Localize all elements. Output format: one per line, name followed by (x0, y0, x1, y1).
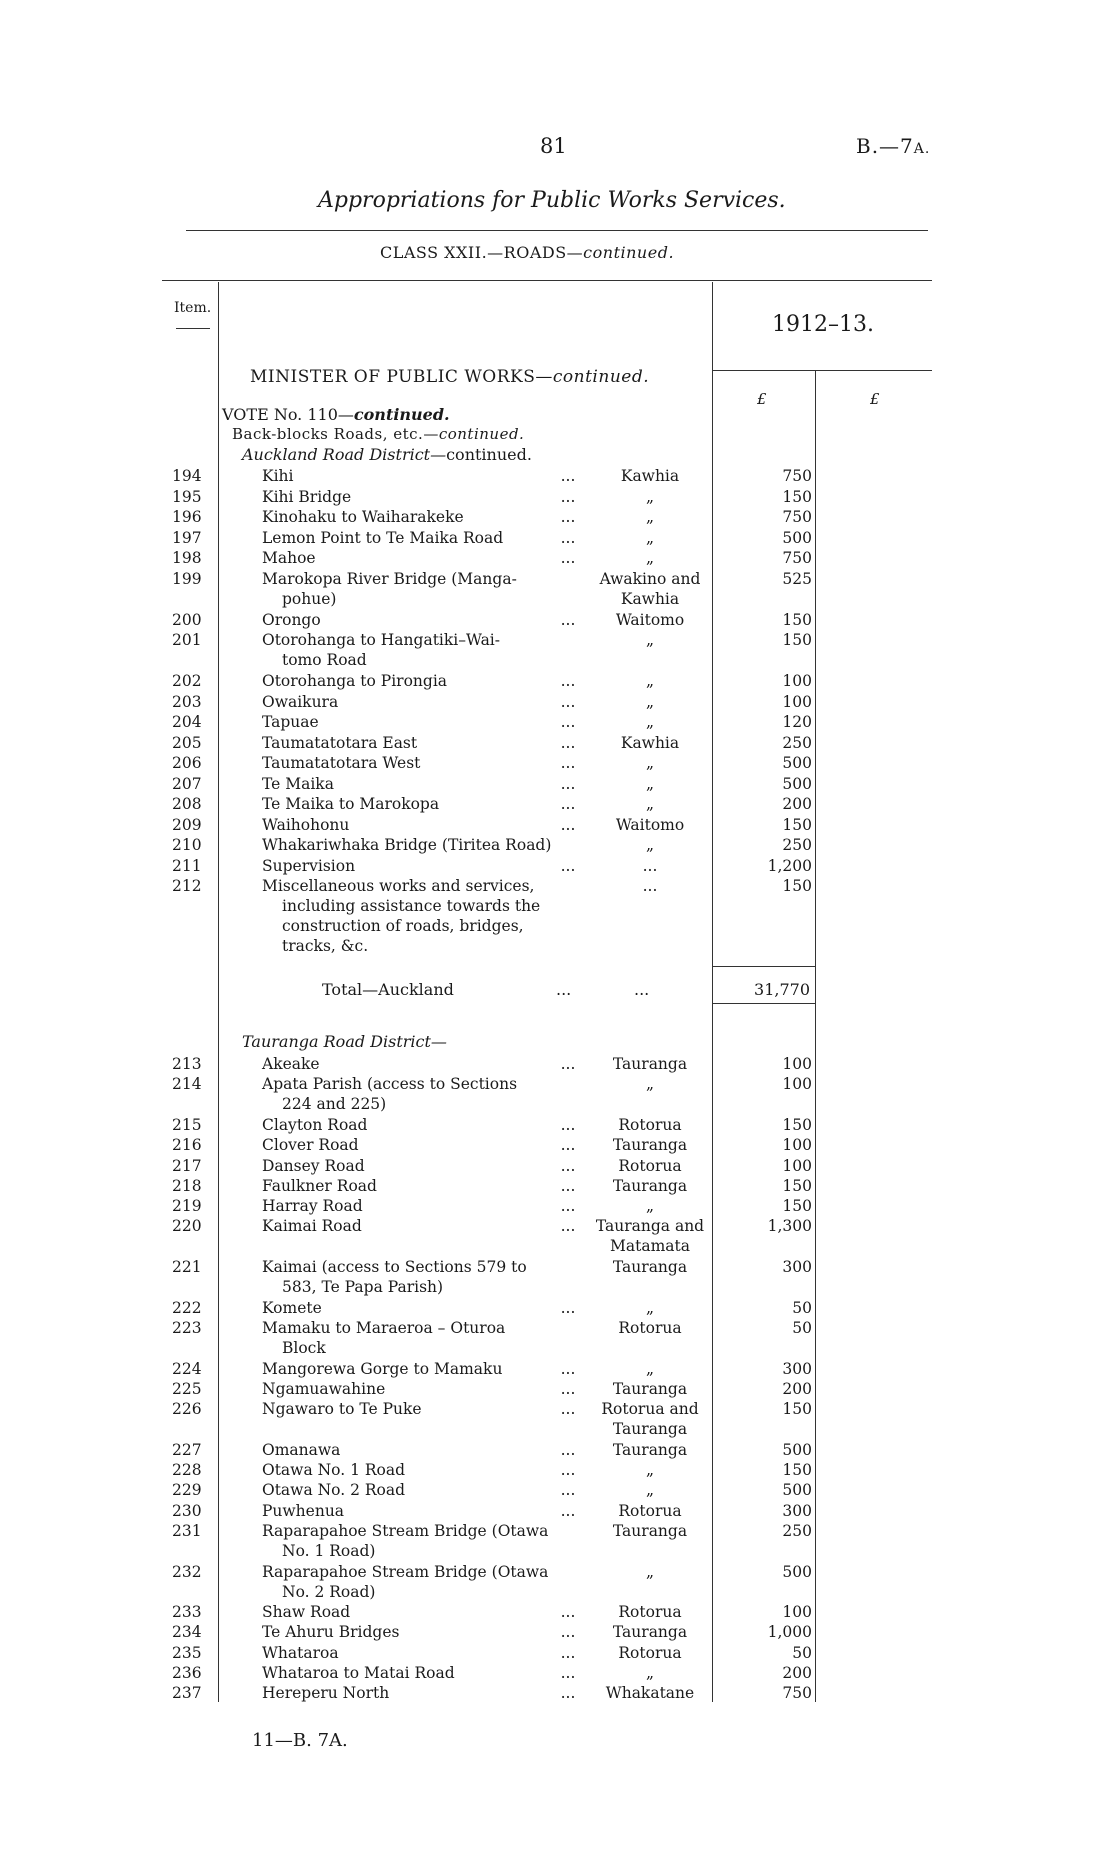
item-number: 202 (172, 672, 202, 690)
leader-dots: ... (560, 672, 576, 690)
item-name: Otorohanga to Hangatiki–Wai- tomo Road (262, 630, 582, 670)
leader-dots: ... (560, 692, 576, 711)
item-amount: 150 (782, 610, 812, 629)
leader-dots: ... (560, 1197, 576, 1216)
item-county: Tauranga (612, 1379, 688, 1398)
item-amount: 150 (782, 487, 812, 506)
item-name-continuation: 583, Te Papa Parish) (282, 1278, 444, 1296)
item-county: Tauranga (612, 1055, 688, 1073)
item-number: 224 (172, 1359, 202, 1378)
total-label: Total—Auckland (322, 980, 454, 999)
item-county: „ (645, 774, 655, 793)
item-county: „ (645, 1664, 655, 1682)
item-number: 210 (172, 836, 202, 854)
item-name: Kihi (262, 467, 294, 485)
item-number: 217 (172, 1156, 202, 1175)
item-name: Miscellaneous works and services, including assistance towards the construction of roads, bridges, tracks, &c. (262, 876, 582, 956)
total-rule-bottom (712, 1003, 815, 1004)
item-amount: 500 (782, 1481, 812, 1500)
item-name: Omanawa (262, 1440, 341, 1459)
item-name: Orongo (262, 610, 321, 629)
document-reference (856, 134, 930, 158)
item-county: Rotorua (618, 1115, 682, 1134)
item-name: Waihohonu (262, 815, 350, 834)
tauranga-district-heading: Tauranga Road District— (242, 1032, 447, 1051)
item-name: Kinohaku to Waiharakeke (262, 508, 464, 526)
item-amount: 100 (782, 1603, 812, 1622)
item-amount: 500 (782, 754, 812, 772)
page-number: 81 (540, 134, 567, 158)
item-name: Mahoe (262, 549, 316, 567)
backblocks-heading (232, 425, 524, 443)
item-amount: 250 (782, 1521, 812, 1540)
district1-suffix: continued. (446, 445, 532, 464)
item-number: 220 (172, 1217, 202, 1236)
leader-dots: ... (560, 1623, 576, 1642)
item-name: Tapuae (262, 713, 319, 731)
item-name: Whataroa to Matai Road (262, 1664, 455, 1682)
leader-dots: ... (560, 815, 576, 834)
minister-heading (250, 367, 649, 387)
item-number: 232 (172, 1562, 202, 1581)
item-amount: 300 (782, 1501, 812, 1520)
item-county: Tauranga (612, 1136, 688, 1155)
item-amount: 100 (782, 1136, 812, 1155)
item-number: 200 (172, 610, 202, 629)
item-amount: 150 (782, 1461, 812, 1479)
total-amount: 31,770 (754, 980, 810, 999)
item-name: Apata Parish (access to Sections 224 and 225) (262, 1074, 582, 1114)
item-name: Supervision (262, 856, 356, 875)
item-county: „ (645, 528, 655, 547)
item-county: „ (645, 754, 655, 772)
item-amount: 150 (782, 1115, 812, 1134)
item-amount: 50 (792, 1298, 812, 1317)
reference-suffix: A. (913, 141, 931, 157)
item-name: Kaimai Road (262, 1217, 362, 1236)
title-rule (186, 230, 928, 231)
item-amount: 100 (782, 1075, 812, 1094)
item-county: Rotorua (618, 1603, 682, 1622)
item-name: Te Maika (262, 774, 334, 793)
item-number: 194 (172, 467, 202, 485)
item-county: Tauranga (612, 1176, 688, 1195)
item-county: „ (645, 1562, 655, 1581)
item-county: Tauranga and Matamata (595, 1217, 705, 1256)
item-amount: 750 (782, 549, 812, 567)
item-name: Taumatatotara West (262, 754, 421, 772)
item-county: „ (645, 631, 655, 649)
item-name: Akeake (262, 1055, 320, 1073)
item-number: 216 (172, 1136, 202, 1155)
table-top-rule (162, 280, 932, 281)
item-number: 214 (172, 1075, 202, 1094)
leader-dots: ... (560, 1115, 576, 1134)
item-number: 215 (172, 1115, 202, 1134)
item-name: Owaikura (262, 692, 339, 711)
item-amount: 1,300 (767, 1217, 812, 1236)
item-number: 236 (172, 1664, 202, 1682)
item-amount: 300 (782, 1359, 812, 1378)
item-county: Tauranga (612, 1440, 688, 1459)
item-county: „ (645, 508, 655, 526)
item-amount: 1,200 (767, 856, 812, 875)
item-number: 231 (172, 1521, 202, 1540)
leader-dots: ... (560, 1603, 576, 1622)
leader-dots: ... (560, 1664, 576, 1682)
item-county: „ (645, 1461, 655, 1479)
footer-signature: 11—B. 7A. (252, 1730, 348, 1751)
item-number: 203 (172, 692, 202, 711)
item-amount: 200 (782, 1664, 812, 1682)
item-name: Marokopa River Bridge (Manga- pohue) (262, 569, 582, 609)
leader-dots: ... (560, 549, 576, 567)
leader-dots: ... (560, 1176, 576, 1195)
leader-dots: ... (560, 1481, 576, 1500)
item-number: 235 (172, 1643, 202, 1662)
item-county: „ (645, 1197, 655, 1216)
item-name: Clayton Road (262, 1115, 368, 1134)
item-county: Rotorua (618, 1501, 682, 1520)
leader-dots: ... (560, 1440, 576, 1459)
item-name: Kihi Bridge (262, 487, 352, 506)
year-rule (712, 370, 932, 371)
pound-symbol-col1: £ (757, 390, 767, 408)
leader-dots: ... (560, 1379, 576, 1398)
item-number: 213 (172, 1055, 202, 1073)
item-county: Waitomo (615, 610, 685, 629)
item-name: Whakariwhaka Bridge (Tiritea Road) (262, 836, 552, 854)
item-amount: 50 (792, 1643, 812, 1662)
leader-dots: ... (560, 467, 576, 485)
item-county: Rotorua (618, 1318, 682, 1337)
item-number: 237 (172, 1684, 202, 1703)
pound-symbol-col2: £ (870, 390, 880, 408)
leader-dots: ... (560, 1643, 576, 1662)
leader-dots: ... (560, 1461, 576, 1479)
item-number: 212 (172, 877, 202, 895)
item-county: Tauranga (612, 1258, 688, 1276)
item-name: Te Maika to Marokopa (262, 795, 440, 813)
item-name: Otorohanga to Pirongia (262, 672, 448, 690)
item-amount: 500 (782, 774, 812, 793)
item-name: Dansey Road (262, 1156, 365, 1175)
backblocks-prefix: Back-blocks Roads, etc.— (232, 425, 439, 443)
item-county: „ (645, 549, 655, 567)
item-amount: 200 (782, 795, 812, 813)
item-name: Mangorewa Gorge to Mamaku (262, 1359, 503, 1378)
item-name-continuation: tomo Road (282, 651, 367, 669)
total-rule-top (712, 966, 815, 967)
item-name: Raparapahoe Stream Bridge (Otawa No. 1 Road) (262, 1521, 582, 1561)
item-number: 228 (172, 1461, 202, 1479)
item-amount: 300 (782, 1258, 812, 1276)
item-number: 201 (172, 631, 202, 649)
item-county: Rotorua (618, 1156, 682, 1175)
year-heading: 1912–13. (772, 312, 874, 337)
reference-main: B.—7 (856, 134, 914, 158)
leader-dots: ... (560, 508, 576, 526)
item-name-continuation: Block (282, 1338, 326, 1357)
minister-suffix: continued. (552, 367, 650, 387)
leader-dots: ... (560, 733, 576, 752)
item-county: Tauranga (612, 1623, 688, 1642)
item-county: Kawhia (620, 733, 680, 752)
item-amount: 500 (782, 1440, 812, 1459)
item-number: 199 (172, 569, 202, 588)
item-county: Tauranga (612, 1521, 688, 1540)
item-name: Otawa No. 1 Road (262, 1461, 406, 1479)
item-name: Clover Road (262, 1136, 359, 1155)
item-number: 230 (172, 1501, 202, 1520)
page-title: Appropriations for Public Works Services. (318, 188, 786, 213)
item-amount: 200 (782, 1379, 812, 1398)
item-name-continuation: including assistance towards the construction of roads, bridges, tracks, &c. (282, 897, 541, 955)
vote-suffix: continued. (353, 405, 450, 424)
item-name: Kaimai (access to Sections 579 to 583, Te Papa Parish) (262, 1257, 582, 1297)
vote-heading (222, 405, 450, 424)
item-county: „ (645, 1481, 655, 1500)
item-amount: 150 (782, 815, 812, 834)
leader-dots: ... (560, 1684, 576, 1703)
item-amount: 250 (782, 836, 812, 854)
item-amount: 750 (782, 467, 812, 485)
item-number: 204 (172, 713, 202, 731)
item-name-continuation: No. 1 Road) (282, 1541, 376, 1560)
second-amount-divider (815, 370, 816, 1702)
item-number: 219 (172, 1197, 202, 1216)
item-name: Whataroa (262, 1643, 339, 1662)
item-county: Waitomo (615, 815, 685, 834)
item-county: „ (645, 1359, 655, 1378)
item-number: 209 (172, 815, 202, 834)
item-number: 222 (172, 1298, 202, 1317)
item-county: „ (645, 692, 655, 711)
item-amount: 100 (782, 1055, 812, 1073)
item-name: Harray Road (262, 1197, 363, 1216)
item-number: 218 (172, 1176, 202, 1195)
item-number: 234 (172, 1623, 202, 1642)
item-county: „ (645, 487, 655, 506)
item-amount: 150 (782, 1197, 812, 1216)
item-number: 211 (172, 856, 202, 875)
item-name: Lemon Point to Te Maika Road (262, 528, 504, 547)
item-name: Taumatatotara East (262, 733, 418, 752)
leader-dots: ... (560, 610, 576, 629)
minister-prefix: MINISTER OF PUBLIC WORKS— (250, 367, 553, 387)
item-county: ... (642, 856, 658, 875)
item-amount: 750 (782, 508, 812, 526)
item-number: 205 (172, 733, 202, 752)
item-name: Puwhenua (262, 1501, 345, 1520)
item-amount: 500 (782, 528, 812, 547)
leader-dots: ... (560, 774, 576, 793)
auckland-district-heading (242, 445, 532, 464)
item-name: Mamaku to Maraeroa – Oturoa Block (262, 1318, 582, 1358)
item-amount: 50 (792, 1318, 812, 1337)
item-amount: 100 (782, 1156, 812, 1175)
item-county: Awakino and Kawhia (599, 569, 701, 608)
item-county: ... (642, 877, 658, 895)
item-amount: 150 (782, 631, 812, 649)
leader-dots: ... (560, 795, 576, 813)
item-name-continuation: pohue) (282, 589, 337, 608)
leader-dots: ... (560, 856, 576, 875)
item-number: 198 (172, 549, 202, 567)
item-amount: 150 (782, 877, 812, 895)
item-name: Faulkner Road (262, 1176, 377, 1195)
item-number: 229 (172, 1481, 202, 1500)
item-county: Kawhia (620, 467, 680, 485)
item-number: 196 (172, 508, 202, 526)
district1-prefix: Auckland Road District— (242, 445, 447, 464)
item-amount: 250 (782, 733, 812, 752)
item-county: „ (645, 672, 655, 690)
item-number: 233 (172, 1603, 202, 1622)
class-prefix: CLASS XXII.—ROADS— (380, 243, 584, 262)
item-county: Rotorua (618, 1643, 682, 1662)
item-county: „ (645, 1298, 655, 1317)
item-amount: 500 (782, 1562, 812, 1581)
item-column-heading: Item. (174, 300, 212, 316)
item-number: 225 (172, 1379, 202, 1398)
item-amount: 100 (782, 672, 812, 690)
item-heading-rule (176, 328, 210, 329)
item-name: Shaw Road (262, 1603, 351, 1622)
leader-dots: ... (560, 1156, 576, 1175)
item-amount: 150 (782, 1176, 812, 1195)
item-amount: 150 (782, 1400, 812, 1419)
item-amount: 1,000 (767, 1623, 812, 1642)
item-column-divider (218, 282, 219, 1702)
leader-dots: ... (560, 1359, 576, 1378)
item-number: 195 (172, 487, 202, 506)
item-name: Ngamuawahine (262, 1379, 386, 1398)
leader-dots: ... (560, 1298, 576, 1317)
item-name: Raparapahoe Stream Bridge (Otawa No. 2 Road) (262, 1562, 582, 1602)
item-amount: 120 (782, 713, 812, 731)
item-county: Rotorua and Tauranga (601, 1400, 699, 1439)
item-name: Otawa No. 2 Road (262, 1481, 406, 1500)
vote-prefix: VOTE No. 110— (222, 405, 354, 424)
leader-dots: ... (560, 528, 576, 547)
leader-dots: ... (560, 487, 576, 506)
leader-dots: ... (560, 1501, 576, 1520)
total-dots-2: ... (634, 980, 650, 999)
item-name: Te Ahuru Bridges (262, 1623, 400, 1642)
backblocks-suffix: continued. (438, 425, 525, 443)
leader-dots: ... (560, 754, 576, 772)
item-number: 226 (172, 1400, 202, 1419)
item-number: 208 (172, 795, 202, 813)
total-dots-1: ... (556, 980, 572, 999)
item-number: 221 (172, 1258, 202, 1276)
leader-dots: ... (560, 1055, 576, 1073)
item-county: „ (645, 795, 655, 813)
item-amount: 525 (782, 569, 812, 588)
leader-dots: ... (560, 1400, 576, 1419)
leader-dots: ... (560, 713, 576, 731)
item-county: „ (645, 836, 655, 854)
item-amount: 100 (782, 692, 812, 711)
item-county: „ (645, 1075, 655, 1094)
item-name-continuation: No. 2 Road) (282, 1582, 376, 1601)
item-number: 206 (172, 754, 202, 772)
leader-dots: ... (560, 1217, 576, 1236)
item-county: „ (645, 713, 655, 731)
item-number: 227 (172, 1440, 202, 1459)
item-name-continuation: 224 and 225) (282, 1095, 387, 1114)
item-number: 207 (172, 774, 202, 793)
item-name: Ngawaro to Te Puke (262, 1400, 422, 1419)
item-number: 223 (172, 1318, 202, 1337)
class-heading (380, 243, 674, 262)
item-name: Hereperu North (262, 1684, 390, 1703)
item-county: Whakatane (605, 1684, 695, 1703)
item-number: 197 (172, 528, 202, 547)
item-name: Komete (262, 1298, 322, 1317)
item-amount: 750 (782, 1684, 812, 1703)
class-suffix: continued. (583, 243, 675, 262)
leader-dots: ... (560, 1136, 576, 1155)
